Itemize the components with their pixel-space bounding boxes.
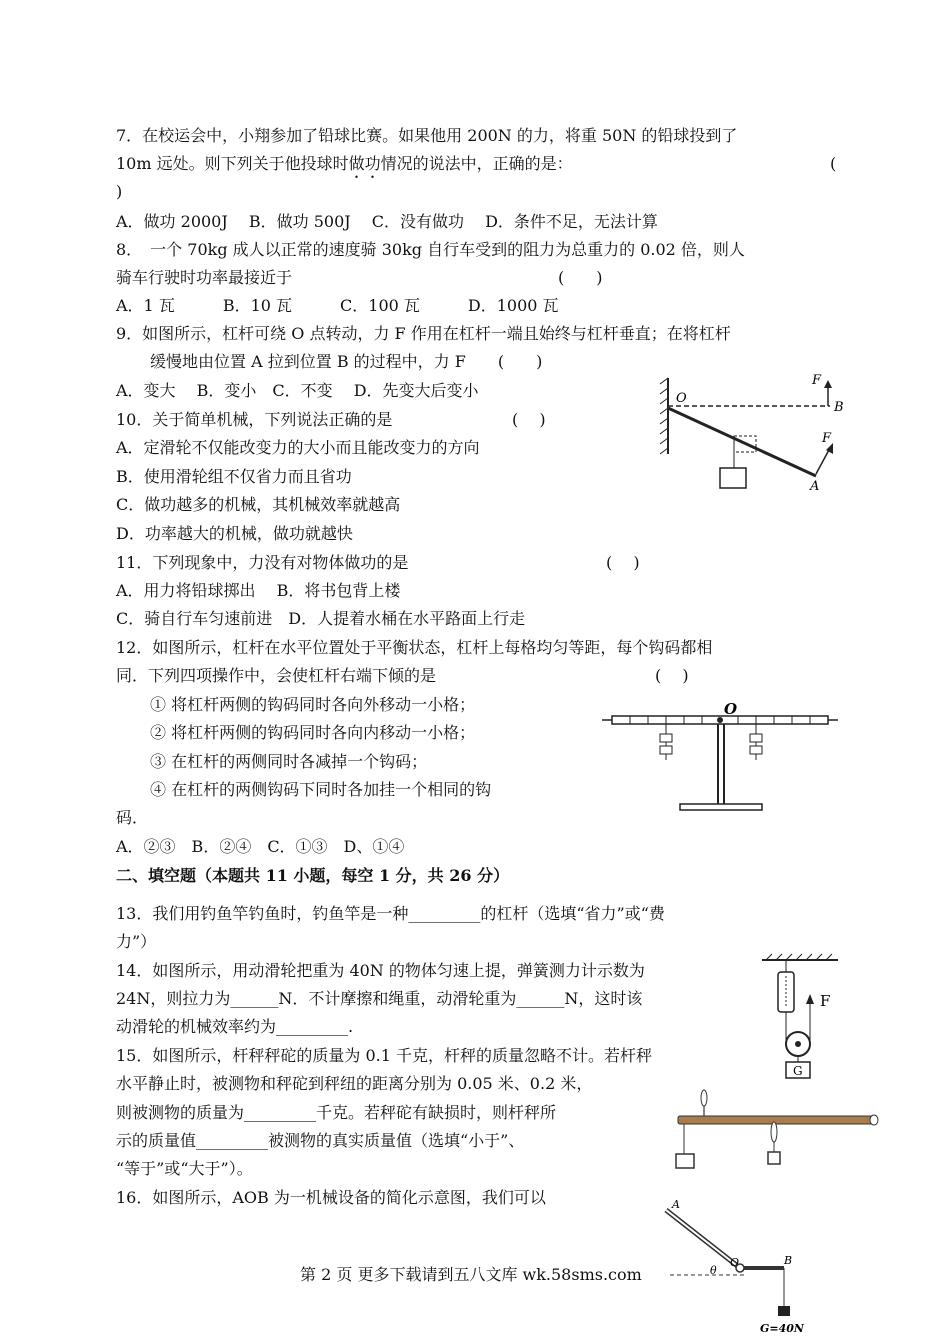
q12-left-weight-1 <box>660 734 672 742</box>
q9-lever-position-a <box>668 408 816 476</box>
q16-lever-figure <box>660 1196 840 1336</box>
q12-item3: ③ 在杠杆的两侧同时各减掉一个钩码； <box>150 752 428 771</box>
q7-line2-pre: 10m 远处。则下列关于他投球时 <box>116 154 349 173</box>
q9-label-f2: F <box>822 431 832 446</box>
q10-stem: 10．关于简单机械，下列说法正确的是 <box>116 410 393 429</box>
q12-lever-figure <box>600 698 840 816</box>
q16-line1: 16．如图所示，AOB 为一机械设备的简化示意图，我们可以 <box>116 1188 546 1207</box>
q16-label-g: G=40N <box>760 1322 804 1335</box>
q14-line2: 24N，则拉力为______N．不计摩擦和绳重，动滑轮重为______N，这时该 <box>116 989 643 1008</box>
q9-label-b: B <box>834 400 844 415</box>
q15-line5: “等于”或“大于”）。 <box>116 1159 253 1178</box>
q7-paren-close: ) <box>116 182 123 201</box>
q12-item4-cont: 码． <box>116 808 149 827</box>
q11-options-cd: C．骑自行车匀速前进 D．人提着水桶在水平路面上行走 <box>116 609 526 628</box>
q14-line1: 14．如图所示，用动滑轮把重为 40N 的物体匀速上提，弹簧测力计示数为 <box>116 961 645 980</box>
q9-force-a <box>816 448 830 474</box>
q15-line3: 则被测物的质量为_________千克。若秤砣有缺损时，则杆秤所 <box>116 1103 557 1122</box>
q15-line1: 15．如图所示，杆秤秤砣的质量为 0.1 千克，杆秤的质量忽略不计。若杆秤 <box>116 1046 652 1065</box>
q13-line2: 力”） <box>116 932 157 951</box>
q9-force-b-arrow <box>824 380 832 388</box>
q14-pulley-figure <box>758 952 842 1082</box>
q12-left-weight-2 <box>660 746 672 754</box>
q8-paren: ( ) <box>558 268 603 287</box>
q13-line1: 13．我们用钓鱼竿钓鱼时，钓鱼竿是一种_________的杠杆（选填“省力”或“费 <box>116 904 665 923</box>
q9-lever-figure <box>652 370 852 500</box>
q10-option-d: D．功率越大的机械，做功就越快 <box>116 524 353 543</box>
q11-options-ab: A．用力将铅球掷出 B．将书包背上楼 <box>116 581 401 600</box>
q16-label-theta: θ <box>710 1264 717 1277</box>
q15-sliding-weight <box>768 1152 780 1164</box>
q9-options: A．变大 B．变小 C．不变 D．先变大后变小 <box>116 381 479 400</box>
q8-options: A．1 瓦 B．10 瓦 C．100 瓦 D．1000 瓦 <box>116 296 559 315</box>
page-footer: 第 2 页 更多下载请到五八文库 wk.58sms.com <box>300 1265 642 1284</box>
section2-heading: 二、填空题（本题共 11 小题，每空 1 分，共 26 分） <box>116 866 510 885</box>
q14-label-f: F <box>820 992 831 1010</box>
q14-label-g: G <box>793 1064 803 1078</box>
q11-paren: ( ) <box>606 553 640 572</box>
q12-label-o: O <box>724 700 738 718</box>
q12-right-weight-2 <box>750 746 762 754</box>
q8-line2: 骑车行驶时功率最接近于 <box>116 268 293 287</box>
q16-label-a: A <box>672 1198 680 1211</box>
q9-line2: 缓慢地由位置 A 拉到位置 B 的过程中，力 F ( ) <box>150 352 543 371</box>
q7-line2-post: 情况的说法中，正确的是： <box>380 154 573 173</box>
q9-label-o: O <box>676 391 687 406</box>
q9-label-f1: F <box>812 373 822 388</box>
q9-wall-hatch <box>660 378 668 454</box>
q15-bar-end <box>870 1115 878 1125</box>
q16-label-b: B <box>784 1254 793 1267</box>
q7-options: A．做功 2000J B．做功 500J C．没有做功 D．条件不足，无法计算 <box>116 212 658 231</box>
q9-label-a: A <box>810 479 820 494</box>
q16-weight <box>778 1306 790 1316</box>
q15-weight-loop <box>771 1122 777 1142</box>
q12-right-weight-1 <box>750 734 762 742</box>
q12-paren: ( ) <box>655 666 689 685</box>
q15-lifting-loop <box>701 1090 707 1106</box>
q9-line1: 9．如图所示，杠杆可绕 O 点转动，力 F 作用在杠杆一端且始终与杠杆垂直；在将杠杆 <box>116 324 731 343</box>
q7-line2-emph: 做功 <box>348 154 381 173</box>
q15-object <box>676 1154 694 1168</box>
q14-force-arrow <box>806 994 814 1004</box>
q7-line2 <box>116 154 573 182</box>
q10-option-b: B．使用滑轮组不仅省力而且省功 <box>116 467 352 486</box>
q15-line2: 水平静止时，被测物和秤砣到秤纽的距离分别为 0.05 米、0.2 米， <box>116 1074 593 1093</box>
q15-steelyard-figure <box>670 1088 884 1172</box>
q12-item1: ① 将杠杆两侧的钩码同时各向外移动一小格； <box>150 695 476 714</box>
q14-line3: 动滑轮的机械效率约为_________. <box>116 1017 354 1036</box>
q7-line1: 7．在校运会中，小翔参加了铅球比赛。如果他用 200N 的力，将重 50N 的铅球投到了 <box>116 126 738 145</box>
q10-option-a: A．定滑轮不仅能改变力的大小而且能改变力的方向 <box>116 438 480 457</box>
q12-item4: ④ 在杠杆的两侧钩码下同时各加挂一个相同的钩 <box>150 780 492 799</box>
q9-weight <box>720 468 746 488</box>
q12-line2: 同．下列四项操作中，会使杠杆右端下倾的是 <box>116 666 437 685</box>
q10-paren: ( ) <box>512 410 546 429</box>
q12-pivot <box>717 717 723 723</box>
q12-options: A．②③ B．②④ C．①③ D、①④ <box>116 837 405 856</box>
q11-stem: 11．下列现象中，力没有对物体做功的是 <box>116 553 409 572</box>
q16-label-o: O <box>730 1256 740 1269</box>
q12-stand-base <box>680 804 762 810</box>
q12-item2: ② 将杠杆两侧的钩码同时各向内移动一小格； <box>150 723 476 742</box>
q15-line4: 示的质量值_________被测物的真实质量值（选填“小于”、 <box>116 1131 525 1150</box>
q7-paren-open: ( <box>830 154 837 173</box>
q12-line1: 12．如图所示，杠杆在水平位置处于平衡状态，杠杆上每格均匀等距，每个钩码都相 <box>116 638 713 657</box>
q10-option-c: C．做功越多的机械，其机械效率就越高 <box>116 495 401 514</box>
q8-line1: 8． 一个 70kg 成人以正常的速度骑 30kg 自行车受到的阻力为总重力的 0.02 倍，则人 <box>116 240 745 259</box>
